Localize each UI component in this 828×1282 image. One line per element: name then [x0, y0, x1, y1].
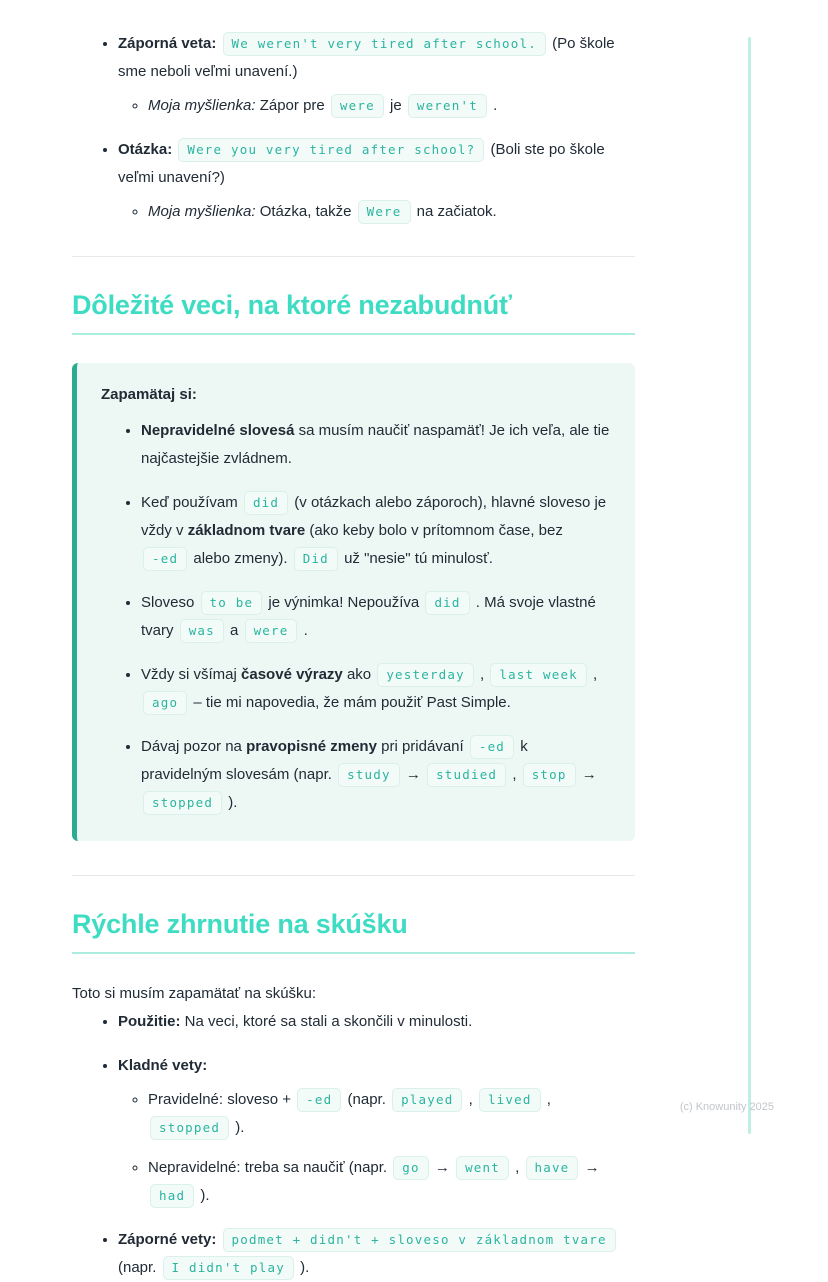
text-segment: →	[577, 766, 597, 783]
section-title-important: Dôležité veci, na ktoré nezabudnúť	[72, 289, 635, 335]
rich-text	[148, 1091, 551, 1136]
code-chip: were	[331, 94, 384, 118]
code-chip: was	[180, 619, 224, 643]
list-item	[118, 1008, 635, 1036]
list-item	[141, 661, 611, 717]
text-segment: Otázka:	[118, 141, 173, 158]
text-segment: alebo zmeny).	[189, 550, 292, 567]
summary-intro-text: Toto si musím zapamätať na skúšku:	[72, 985, 317, 1002]
code-chip: -ed	[143, 547, 187, 571]
rich-text	[118, 141, 605, 186]
code-chip: were	[245, 619, 298, 643]
summary-bullet-list	[72, 1008, 635, 1282]
text-segment: →	[401, 766, 426, 783]
code-chip: Did	[294, 547, 338, 571]
code-chip: played	[392, 1088, 462, 1112]
code-chip: weren't	[408, 94, 487, 118]
text-segment: Otázka, takže	[255, 203, 356, 220]
text-segment: .	[299, 622, 308, 639]
text-segment	[216, 1231, 220, 1248]
sub-list	[118, 198, 635, 226]
rich-text	[141, 494, 606, 567]
code-chip: did	[244, 491, 288, 515]
text-segment: pri pridávaní	[376, 738, 468, 755]
code-chip: stopped	[150, 1116, 229, 1140]
text-segment: Záporná veta:	[118, 35, 217, 52]
code-chip: went	[456, 1156, 509, 1180]
code-chip: We weren't very tired after school.	[223, 32, 546, 56]
text-segment: je	[385, 97, 406, 114]
list-item	[148, 1086, 635, 1142]
footer-credit: (c) Knowunity 2025	[679, 1101, 774, 1113]
text-segment: Moja myšlienka:	[148, 97, 256, 114]
rich-text	[118, 1057, 207, 1074]
text-segment: na začiatok.	[412, 203, 497, 220]
document-page	[72, 30, 635, 1282]
text-segment: (Po škole sme neboli veľmi unavení.)	[118, 35, 615, 80]
text-segment: Kladné vety:	[118, 1057, 208, 1074]
code-chip: studied	[427, 763, 506, 787]
code-chip: Were	[358, 200, 411, 224]
text-segment: pravopisné zmeny	[246, 738, 377, 755]
text-segment	[172, 141, 176, 158]
text-segment: (Boli ste po škole veľmi unavení?)	[118, 141, 605, 186]
intro-bullet-list	[72, 30, 635, 226]
list-item	[118, 136, 635, 226]
text-segment: ,	[510, 1159, 524, 1176]
list-item	[148, 92, 635, 120]
list-item	[141, 589, 611, 645]
text-segment: Pravidelné: sloveso +	[148, 1091, 296, 1108]
text-segment: ).	[224, 794, 238, 811]
text-segment: (napr.	[118, 1259, 161, 1276]
text-segment: (napr.	[343, 1091, 391, 1108]
divider	[72, 875, 635, 876]
code-chip: Were you very tired after school?	[178, 138, 484, 162]
text-segment: Moja myšlienka:	[148, 203, 256, 220]
callout-title: Zapamätaj si:	[101, 386, 197, 403]
text-segment: (v otázkach alebo záporoch), hlavné sloveso je vždy v	[141, 494, 607, 539]
text-segment: základnom tvare	[187, 522, 306, 539]
code-chip: stop	[523, 763, 576, 787]
code-chip: had	[150, 1184, 194, 1208]
text-segment: Záporné vety:	[118, 1231, 217, 1248]
code-chip: go	[393, 1156, 428, 1180]
text-segment: Dávaj pozor na	[141, 738, 247, 755]
list-item	[118, 1226, 635, 1282]
rich-text	[118, 1231, 618, 1276]
text-segment: Keď používam	[141, 494, 242, 511]
text-segment: →	[580, 1159, 600, 1176]
rich-text	[148, 203, 497, 220]
callout-box	[72, 363, 635, 841]
text-segment: ).	[196, 1187, 210, 1204]
rich-text	[118, 35, 615, 80]
text-segment: ,	[542, 1091, 551, 1108]
code-chip: I didn't play	[163, 1256, 294, 1280]
list-item	[141, 733, 611, 817]
code-chip: to be	[201, 591, 263, 615]
text-segment: už "nesie" tú minulosť.	[339, 550, 493, 567]
text-segment: ,	[464, 1091, 477, 1108]
code-chip: ago	[143, 691, 187, 715]
text-segment: Na veci, ktoré sa stali a skončili v minulosti.	[180, 1013, 473, 1030]
text-segment: je výnimka! Nepoužíva	[264, 594, 424, 611]
sub-list	[118, 1086, 635, 1210]
code-chip: lived	[479, 1088, 541, 1112]
code-chip: did	[425, 591, 469, 615]
text-segment: . Má svoje vlastné tvary	[141, 594, 596, 639]
code-chip: have	[526, 1156, 579, 1180]
text-segment: ).	[231, 1119, 245, 1136]
list-item	[148, 1154, 635, 1210]
callout-bullet-list	[101, 417, 611, 817]
code-chip: -ed	[470, 735, 514, 759]
text-segment: Vždy si všímaj	[141, 666, 242, 683]
code-chip: -ed	[297, 1088, 341, 1112]
rich-text	[148, 1159, 600, 1204]
rich-text	[141, 666, 597, 711]
text-segment: ,	[508, 766, 521, 783]
rich-text	[141, 594, 596, 639]
rich-text	[141, 422, 609, 467]
code-chip: podmet + didn't + sloveso v základnom tvare	[223, 1228, 616, 1252]
text-segment: sa musím naučiť naspamäť! Je ich veľa, ale tie najčastejšie zvládnem.	[141, 422, 610, 467]
text-segment	[216, 35, 220, 52]
scroll-indicator-line	[748, 37, 751, 1134]
rich-text	[118, 1013, 472, 1030]
text-segment: →	[430, 1159, 455, 1176]
text-segment: a	[225, 622, 243, 639]
text-segment: ).	[295, 1259, 310, 1276]
text-segment: ,	[475, 666, 489, 683]
text-segment: Nepravidelné slovesá	[141, 422, 295, 439]
list-item	[118, 1052, 635, 1210]
text-segment: Zápor pre	[255, 97, 329, 114]
text-segment: Nepravidelné: treba sa naučiť (napr.	[148, 1159, 392, 1176]
text-segment: .	[488, 97, 498, 114]
code-chip: study	[338, 763, 400, 787]
code-chip: last week	[490, 663, 587, 687]
code-chip: yesterday	[377, 663, 474, 687]
text-segment: (ako keby bolo v prítomnom čase, bez	[305, 522, 563, 539]
text-segment: časové výrazy	[241, 666, 343, 683]
list-item	[141, 489, 611, 573]
text-segment: k pravidelným slovesám (napr.	[141, 738, 528, 783]
text-segment: Použitie:	[118, 1013, 181, 1030]
list-item	[148, 198, 635, 226]
rich-text	[141, 738, 597, 811]
text-segment: Sloveso	[141, 594, 199, 611]
text-segment: ako	[342, 666, 376, 683]
list-item	[118, 30, 635, 120]
sub-list	[118, 92, 635, 120]
section-title-summary: Rýchle zhrnutie na skúšku	[72, 908, 635, 954]
list-item	[141, 417, 611, 473]
divider	[72, 256, 635, 257]
rich-text	[148, 97, 497, 114]
text-segment: – tie mi napovedia, že mám použiť Past Simple.	[189, 694, 511, 711]
code-chip: stopped	[143, 791, 222, 815]
text-segment: ,	[588, 666, 598, 683]
